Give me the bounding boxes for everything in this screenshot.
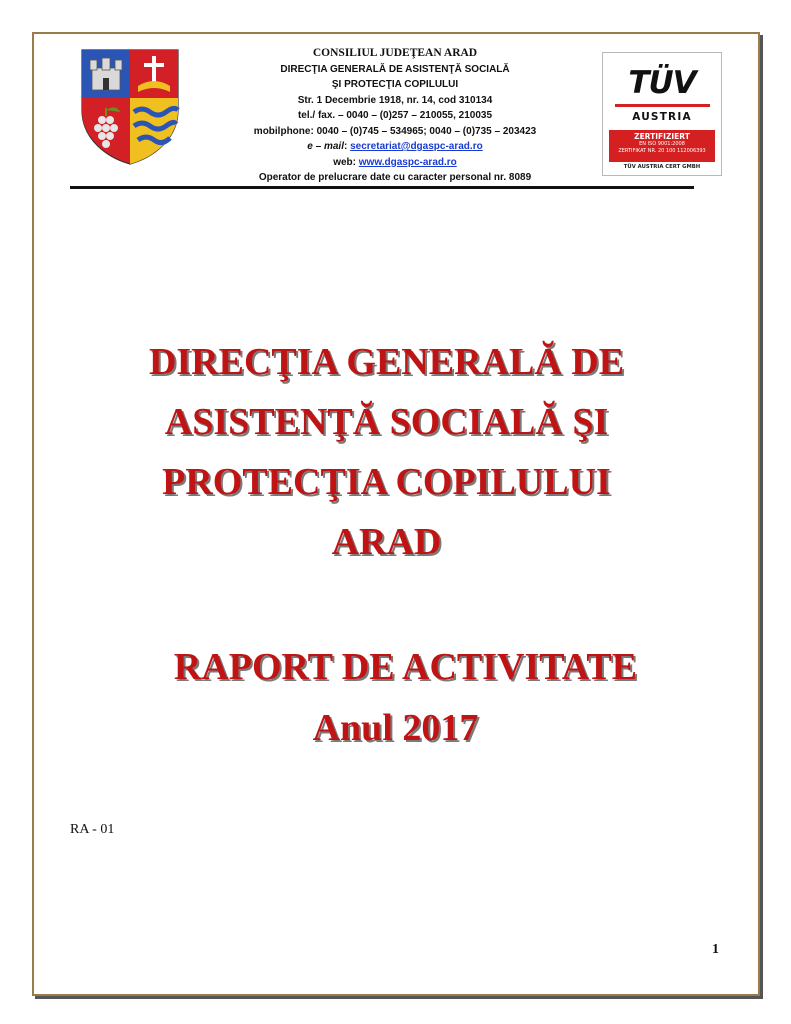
operator-note: Operator de prelucrare date cu caracter personal nr. 8089 <box>258 172 532 183</box>
report-title: RAPORT DE ACTIVITATE <box>173 646 638 688</box>
cert-issuer: TÜV AUSTRIA CERT GMBH <box>623 164 701 170</box>
main-title-line-3: PROTECŢIA COPILULUI <box>162 461 611 503</box>
main-title <box>0 332 791 572</box>
council-name: CONSILIUL JUDEŢEAN ARAD <box>312 47 478 59</box>
directorate-line-2: ŞI PROTECŢIA COPILULUI <box>331 79 459 90</box>
tuv-brand: TÜV <box>628 65 696 101</box>
cert-status: ZERTIFIZIERT <box>634 132 690 141</box>
arad-coat-of-arms-logo <box>80 48 180 166</box>
web-link[interactable]: www.dgaspc-arad.ro <box>358 156 457 168</box>
main-title-line-1: DIRECŢIA GENERALĂ DE <box>148 341 625 383</box>
header-divider <box>70 186 694 189</box>
header-contact-block <box>190 46 600 186</box>
document-code: RA - 01 <box>70 822 115 837</box>
main-title-line-2: ASISTENŢĂ SOCIALĂ ŞI <box>164 401 609 443</box>
tuv-certification-logo <box>602 52 722 176</box>
cert-number: ZERTIFIKAT NR. 20 100 112006393 <box>618 148 706 154</box>
tuv-red-bar <box>615 104 710 107</box>
cert-standard: EN ISO 9001:2008 <box>639 141 685 147</box>
report-year: Anul 2017 <box>312 707 479 749</box>
directorate-line-1: DIRECŢIA GENERALĂ DE ASISTENŢĂ SOCIALĂ <box>280 63 510 75</box>
address: Str. 1 Decembrie 1918, nr. 14, cod 310134 <box>297 94 493 106</box>
web-label: web: <box>333 156 356 168</box>
email-line: e – mail: secretariat@dgaspc-arad.ro <box>307 141 483 152</box>
email-label: e – mail <box>307 141 344 152</box>
tuv-country: AUSTRIA <box>632 111 692 123</box>
mobilphone: mobilphone: 0040 – (0)745 – 534965; 0040 – (0)735 – 203423 <box>253 125 537 137</box>
cert-red-box <box>609 130 715 162</box>
tel-fax: tel./ fax. – 0040 – (0)257 – 210055, 210035 <box>297 110 493 121</box>
page-number: 1 <box>712 942 719 957</box>
email-link[interactable]: secretariat@dgaspc-arad.ro <box>350 141 483 152</box>
main-title-line-4: ARAD <box>331 521 442 563</box>
web-line <box>190 155 600 171</box>
